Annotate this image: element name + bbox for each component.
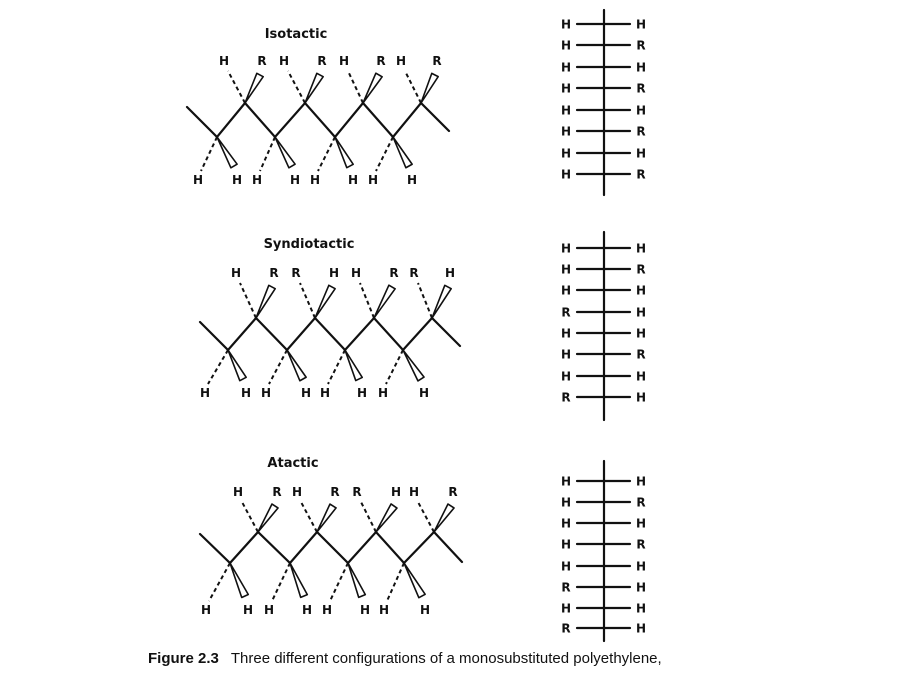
atom-label: H xyxy=(418,386,430,400)
atom-label: H xyxy=(263,603,275,617)
atom-label: H xyxy=(278,54,290,68)
fischer-left-label: R xyxy=(561,621,571,636)
atom-label: H xyxy=(444,266,456,280)
atom-label: R xyxy=(317,54,327,68)
hashed-bond xyxy=(208,350,228,384)
wedge-bond xyxy=(421,73,438,103)
atom-label: R xyxy=(432,54,442,68)
wedge-bond xyxy=(256,285,275,318)
hashed-bond xyxy=(240,283,256,318)
atom-label: H xyxy=(321,603,333,617)
atom-label: H xyxy=(395,54,407,68)
atom-label: H xyxy=(356,386,368,400)
isotactic-panel xyxy=(187,10,646,195)
atom-label: H xyxy=(192,173,204,187)
atom-label: H xyxy=(199,386,211,400)
atom-label: H xyxy=(232,485,244,499)
figure-label: Figure 2.3 xyxy=(148,650,219,667)
hashed-bond xyxy=(260,137,275,171)
fischer-left-label: H xyxy=(560,601,572,616)
hashed-bond xyxy=(300,283,315,318)
polymer-backbone xyxy=(187,103,449,137)
atom-label: H xyxy=(240,386,252,400)
fischer-right-label: H xyxy=(635,283,647,298)
fischer-left-label: R xyxy=(561,580,571,595)
fischer-left-label: H xyxy=(560,559,572,574)
panel-title: Atactic xyxy=(267,456,319,471)
atom-label: H xyxy=(251,173,263,187)
hashed-bond xyxy=(418,502,434,532)
fischer-projection xyxy=(561,10,646,195)
wedge-bond xyxy=(432,285,451,318)
fischer-right-label: H xyxy=(635,17,647,32)
fischer-right-label: R xyxy=(636,124,646,139)
hashed-bond xyxy=(269,350,287,384)
panel-title: Syndiotactic xyxy=(263,237,355,252)
atom-label: R xyxy=(291,266,301,280)
fischer-left-label: H xyxy=(560,516,572,531)
hashed-bond xyxy=(318,137,335,171)
figure-caption xyxy=(148,650,662,667)
wedge-bond xyxy=(403,350,424,381)
fischer-left-label: H xyxy=(560,146,572,161)
hashed-bond xyxy=(387,563,404,601)
atom-label: H xyxy=(378,603,390,617)
fischer-right-label: H xyxy=(635,146,647,161)
wedge-bond xyxy=(348,563,365,597)
atom-label: H xyxy=(291,485,303,499)
fischer-right-label: R xyxy=(636,81,646,96)
atom-label: H xyxy=(408,485,420,499)
hashed-bond xyxy=(360,283,374,318)
fischer-left-label: H xyxy=(560,495,572,510)
atom-label: H xyxy=(377,386,389,400)
figure-caption-text: Three different configurations of a monosubstituted polyethylene, xyxy=(230,650,662,667)
hashed-bond xyxy=(328,350,345,384)
atactic-panel xyxy=(200,456,646,641)
fischer-right-label: H xyxy=(635,559,647,574)
atom-label: H xyxy=(260,386,272,400)
polymer-backbone xyxy=(200,318,460,350)
atom-label: H xyxy=(309,173,321,187)
atom-label: H xyxy=(231,173,243,187)
fischer-left-label: H xyxy=(560,60,572,75)
wedge-bond xyxy=(363,73,382,103)
fischer-left-label: R xyxy=(561,390,571,405)
atom-label: H xyxy=(200,603,212,617)
wedge-bond xyxy=(345,350,362,381)
atom-label: H xyxy=(406,173,418,187)
syndiotactic-panel xyxy=(200,232,646,420)
hashed-bond xyxy=(301,502,317,532)
fischer-right-label: R xyxy=(636,167,646,182)
atom-label: R xyxy=(330,485,340,499)
wedge-bond xyxy=(434,504,454,532)
hashed-bond xyxy=(242,502,258,532)
fischer-right-label: R xyxy=(636,38,646,53)
fischer-right-label: H xyxy=(635,241,647,256)
atom-label: H xyxy=(242,603,254,617)
fischer-right-label: R xyxy=(636,537,646,552)
wedge-bond xyxy=(376,504,397,532)
fischer-right-label: H xyxy=(635,390,647,405)
fischer-left-label: H xyxy=(560,537,572,552)
fischer-right-label: R xyxy=(636,495,646,510)
fischer-right-label: H xyxy=(635,516,647,531)
fischer-right-label: H xyxy=(635,474,647,489)
atom-label: H xyxy=(367,173,379,187)
atom-label: R xyxy=(352,485,362,499)
fischer-left-label: H xyxy=(560,81,572,96)
hashed-bond xyxy=(272,563,290,601)
fischer-left-label: H xyxy=(560,38,572,53)
fischer-right-label: H xyxy=(635,580,647,595)
atom-label: H xyxy=(300,386,312,400)
wedge-bond xyxy=(317,504,336,532)
fischer-left-label: H xyxy=(560,124,572,139)
atom-label: R xyxy=(257,54,267,68)
wedge-bond xyxy=(315,285,335,318)
fischer-left-label: H xyxy=(560,262,572,277)
fischer-projection xyxy=(561,232,646,420)
hashed-bond xyxy=(201,137,217,171)
fischer-right-label: H xyxy=(635,601,647,616)
atom-label: H xyxy=(301,603,313,617)
atom-label: H xyxy=(230,266,242,280)
hashed-bond xyxy=(348,71,363,103)
atom-label: H xyxy=(359,603,371,617)
fischer-left-label: R xyxy=(561,305,571,320)
fischer-right-label: H xyxy=(635,326,647,341)
wedge-bond xyxy=(374,285,395,318)
atom-label: H xyxy=(319,386,331,400)
atom-label: R xyxy=(448,485,458,499)
fischer-left-label: H xyxy=(560,369,572,384)
wedge-bond xyxy=(275,137,295,168)
fischer-projection xyxy=(561,461,646,641)
fischer-left-label: H xyxy=(560,103,572,118)
hashed-bond xyxy=(288,71,305,103)
wedge-bond xyxy=(217,137,237,168)
fischer-right-label: H xyxy=(635,60,647,75)
fischer-right-label: H xyxy=(635,103,647,118)
wedge-bond xyxy=(393,137,412,168)
wedge-bond xyxy=(290,563,307,597)
hashed-bond xyxy=(209,563,230,601)
hashed-bond xyxy=(418,283,432,318)
fischer-right-label: H xyxy=(635,621,647,636)
atom-label: H xyxy=(289,173,301,187)
hashed-bond xyxy=(330,563,348,601)
fischer-left-label: H xyxy=(560,167,572,182)
atom-label: R xyxy=(389,266,399,280)
hashed-bond xyxy=(386,350,403,384)
atom-label: R xyxy=(272,485,282,499)
wedge-bond xyxy=(305,73,323,103)
atom-label: H xyxy=(338,54,350,68)
atom-label: H xyxy=(328,266,340,280)
wedge-bond xyxy=(335,137,353,168)
hashed-bond xyxy=(228,71,245,103)
fischer-left-label: H xyxy=(560,474,572,489)
atom-label: H xyxy=(218,54,230,68)
fischer-right-label: H xyxy=(635,305,647,320)
fischer-right-label: R xyxy=(636,262,646,277)
atom-label: H xyxy=(419,603,431,617)
fischer-right-label: R xyxy=(636,347,646,362)
fischer-right-label: H xyxy=(635,369,647,384)
wedge-bond xyxy=(258,504,278,532)
wedge-bond xyxy=(245,73,263,103)
atom-label: H xyxy=(390,485,402,499)
fischer-left-label: H xyxy=(560,283,572,298)
fischer-left-label: H xyxy=(560,241,572,256)
fischer-left-label: H xyxy=(560,326,572,341)
atom-label: R xyxy=(409,266,419,280)
wedge-bond xyxy=(228,350,246,381)
atom-label: R xyxy=(269,266,279,280)
atom-label: H xyxy=(350,266,362,280)
panel-title: Isotactic xyxy=(264,27,328,42)
hashed-bond xyxy=(405,71,421,103)
hashed-bond xyxy=(361,502,376,532)
fischer-left-label: H xyxy=(560,347,572,362)
atom-label: H xyxy=(347,173,359,187)
wedge-bond xyxy=(287,350,306,381)
atom-label: R xyxy=(376,54,386,68)
wedge-bond xyxy=(404,563,425,598)
polymer-backbone xyxy=(200,532,462,563)
wedge-bond xyxy=(230,563,248,597)
hashed-bond xyxy=(376,137,393,171)
fischer-left-label: H xyxy=(560,17,572,32)
